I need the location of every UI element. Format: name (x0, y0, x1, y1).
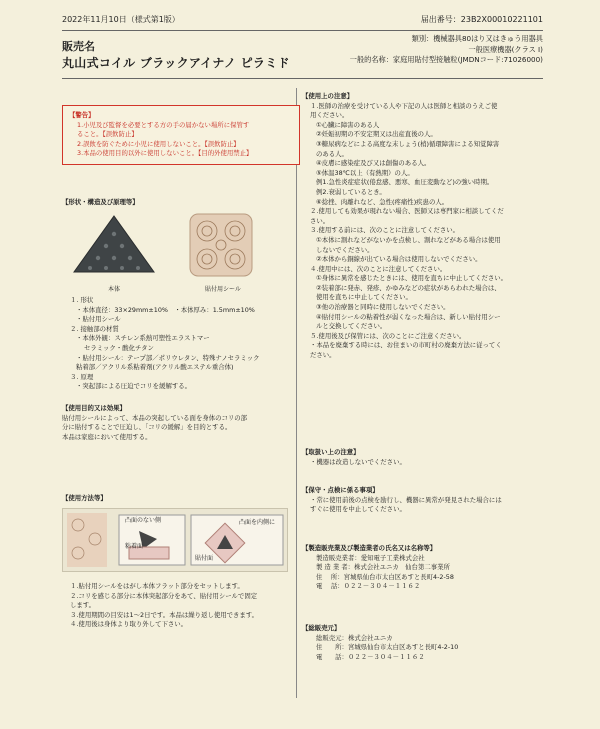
distributor-title: 【総販売元】 (302, 624, 341, 632)
method-line: ２.コリを感じる部分に本体突起部分をあて、貼付用シールで固定 (70, 591, 258, 600)
shape-title: 【形状・構造及び原理等】 (62, 198, 139, 206)
handling-line: ・機器は改造しないでください。 (310, 457, 406, 466)
purpose-line: 貼付用シールによって、本品の突起している面を身体のコリの部 (62, 413, 248, 422)
manufacturer-line: 電 話：０２２－３０４－１１６２ (316, 582, 421, 591)
shape-line: ２. 接触部の材質 (70, 324, 119, 333)
method-line: １.貼付用シールをはがし本体フラット部分をセットします。 (70, 582, 244, 590)
adhesive-sheet-icon (180, 212, 266, 278)
method-line: ４.使用後は身体より取り外して下さい。 (70, 620, 188, 629)
distributor-line: 総販売元：株式会社ユニカ (316, 633, 393, 642)
method-section (62, 494, 286, 504)
method-figure (62, 508, 288, 572)
warning-line: ること。【誤飲防止】 (77, 130, 138, 139)
warning-line: 2.誤飲を防ぐために小児に使用しないこと。【誤飲防止】 (77, 139, 240, 148)
product-name-label: 販売名 (62, 40, 95, 53)
caution-line: １.医師の治療を受けている人や下記の人は医師と相談のうえご使 (310, 101, 498, 110)
header-divider (62, 30, 543, 31)
warning-box (62, 105, 300, 165)
purpose-title: 【使用目的又は効果】 (62, 404, 126, 412)
caution-line: ④皮膚に感染症及び又は創傷のある人。 (316, 159, 431, 168)
caution-line: ①身体に異常を感じたときには、使用を直ちに中止してください。 (316, 274, 508, 283)
header-divider-2 (62, 78, 543, 79)
caution-line: ２.使用しても効果が現れない場合、医師又は専門家に相談してくだ (310, 207, 504, 216)
handling-title: 【取扱い上の注意】 (302, 448, 360, 456)
issue-date: 2022年11月10日（様式第1版） (62, 15, 180, 24)
caution-line: ４.使用中には、次のことに注意してください。 (310, 264, 447, 273)
purpose-line: 本品は家庭において使用する。 (62, 432, 152, 441)
manufacturer-line: 製造販売業者：愛知電子工業株式会社 (316, 553, 425, 562)
caution-line: ださい。 (310, 351, 336, 360)
caution-line: ⑤体温38℃以上（有熱期）の人。 (316, 168, 414, 177)
caution-line: ３.使用する前には、次のことに注意してください。 (310, 226, 460, 235)
distributor-line: 電 話：０２２－３０４－１１６２ (316, 652, 425, 661)
shape-line: ・本体直径：33×29mm±10% ・本体厚み：1.5mm±10% (76, 305, 255, 314)
caution-line: ②本体から銅線が出ている場合は使用しないでください。 (316, 255, 482, 264)
shape-details (62, 296, 286, 392)
fig-label: 貼付面 (195, 555, 214, 562)
fig-label: 粘着面 (125, 543, 144, 550)
classification (350, 34, 543, 66)
distributor-line: 住 所：宮城県仙台市太白区あすと長町4-2-10 (316, 643, 459, 652)
product-name: 丸山式コイル ブラックアイナノ ピラミド (62, 56, 290, 70)
shape-line: １. 形状 (70, 296, 94, 304)
caution-line: さい。 (310, 216, 330, 225)
caution-line: ルと交換してください。 (316, 322, 387, 331)
classification-line: 一般医療機器(クラス Ⅰ) (468, 44, 543, 54)
registration-number: 届出番号：23B2X00010221101 (420, 15, 543, 24)
caution-line: しないでください。 (316, 245, 374, 254)
distributor-section (302, 624, 546, 662)
caution-line: のある人。 (316, 149, 348, 158)
method-steps (62, 582, 286, 630)
shape-section (62, 198, 286, 208)
sheet-label: 貼付用シール (205, 286, 241, 293)
caution-line: 例2.衰弱しているとき。 (316, 187, 386, 196)
manufacturer-section (302, 544, 546, 592)
warning-line: 3.本品の使用目的以外に使用しないこと。【目的外使用禁止】 (77, 149, 253, 158)
caution-line: ・本品を廃棄する時には、お住まいの市町村の廃棄方法に従ってく (310, 341, 502, 350)
shape-line: ・貼付用シール (76, 315, 121, 324)
caution-line: ⑥捻挫、肉離れなど、急性(疼痛性)疾患の人。 (316, 197, 449, 206)
manufacturer-line: 住 所：宮城県仙台市太白区あすと長町4-2-58 (316, 572, 454, 581)
purpose-section (62, 404, 286, 442)
body-figure (68, 212, 160, 293)
sheet-figure (180, 212, 266, 293)
maintenance-line: ・常に使用前後の点検を励行し、機器に異常が発見された場合には (310, 495, 502, 504)
pyramid-body-icon (68, 212, 160, 278)
caution-line: ②妊娠初期の不安定期又は出産直後の人。 (316, 130, 437, 139)
body-label: 本体 (107, 286, 120, 293)
caution-line: ①心臓に障害のある人 (316, 120, 380, 129)
warning-title: 【警告】 (69, 111, 95, 119)
purpose-line: 分に貼付することで圧迫し、「コリの緩解」を目的とする。 (62, 423, 232, 432)
method-line: します。 (70, 601, 96, 610)
caution-line: ③他の治療器と同時に使用しないでください。 (316, 303, 450, 312)
caution-line: 用ください。 (310, 111, 349, 120)
shape-line: ・貼付用シール：テープ部／ポリウレタン、特殊ナノセラミック (76, 353, 260, 362)
caution-line: ５.使用後及び保管には、次のことにご注意ください。 (310, 331, 466, 340)
cautions-section (302, 92, 546, 361)
method-line: ３.使用期間の目安は1〜2日です。本品は繰り返し使用できます。 (70, 610, 259, 619)
manufacturer-line: 製 造 業 者：株式会社ユニカ 仙台第二事業所 (316, 563, 450, 572)
classification-line: 一般的名称：家庭用貼付型接触粒(JMDNコード:71026000) (349, 55, 543, 64)
fig-label: 凸面のない側 (125, 517, 162, 524)
caution-line: 使用を直ちに中止してください。 (316, 293, 412, 302)
shape-line: 粘着部／アクリル系粘着剤(アクリル酸エステル重合体) (76, 363, 234, 372)
caution-line: ③糖尿病などによる高度な末しょう(梢)循環障害による知覚障害 (316, 139, 500, 148)
manufacturer-title: 【製造販売業及び製造業者の氏名又は名称等】 (302, 544, 437, 552)
caution-line: 例1.急性炎症症状(倦怠感、悪寒、血圧変動など)の強い時期。 (316, 178, 494, 187)
caution-line: ①本体に割れなどがないかを点検し、割れなどがある場合は使用 (316, 235, 501, 244)
caution-line: ④貼付用シールの粘着性が弱くなった場合は、新しい貼付用シー (316, 312, 501, 321)
cautions-title: 【使用上の注意】 (302, 92, 354, 100)
shape-line: ・本体外観：スチレン系熱可塑性エラストマー (76, 334, 210, 343)
shape-line: ３. 原理 (70, 372, 94, 381)
caution-line: ②装着部に発赤、発疹、かゆみなどの症状があらわれた場合は、 (316, 283, 501, 292)
warning-line: 1.小児及び監督を必要とする方の手の届かない場所に保管す (77, 120, 250, 129)
method-title: 【使用方法等】 (62, 494, 107, 502)
column-divider (296, 88, 297, 698)
maintenance-title: 【保守・点検に係る事項】 (302, 486, 379, 494)
maintenance-line: すぐに使用を中止してください。 (310, 505, 406, 514)
shape-line: ・突起部による圧迫でコリを緩解する。 (76, 382, 192, 391)
shape-line: セラミック・酸化チタン (84, 343, 154, 352)
fig-label: 凸面を内側に (239, 519, 276, 526)
maintenance-section (302, 486, 546, 515)
classification-line: 類別：機械器具80はり又はきゅう用器具 (411, 34, 543, 43)
handling-section (302, 448, 546, 467)
